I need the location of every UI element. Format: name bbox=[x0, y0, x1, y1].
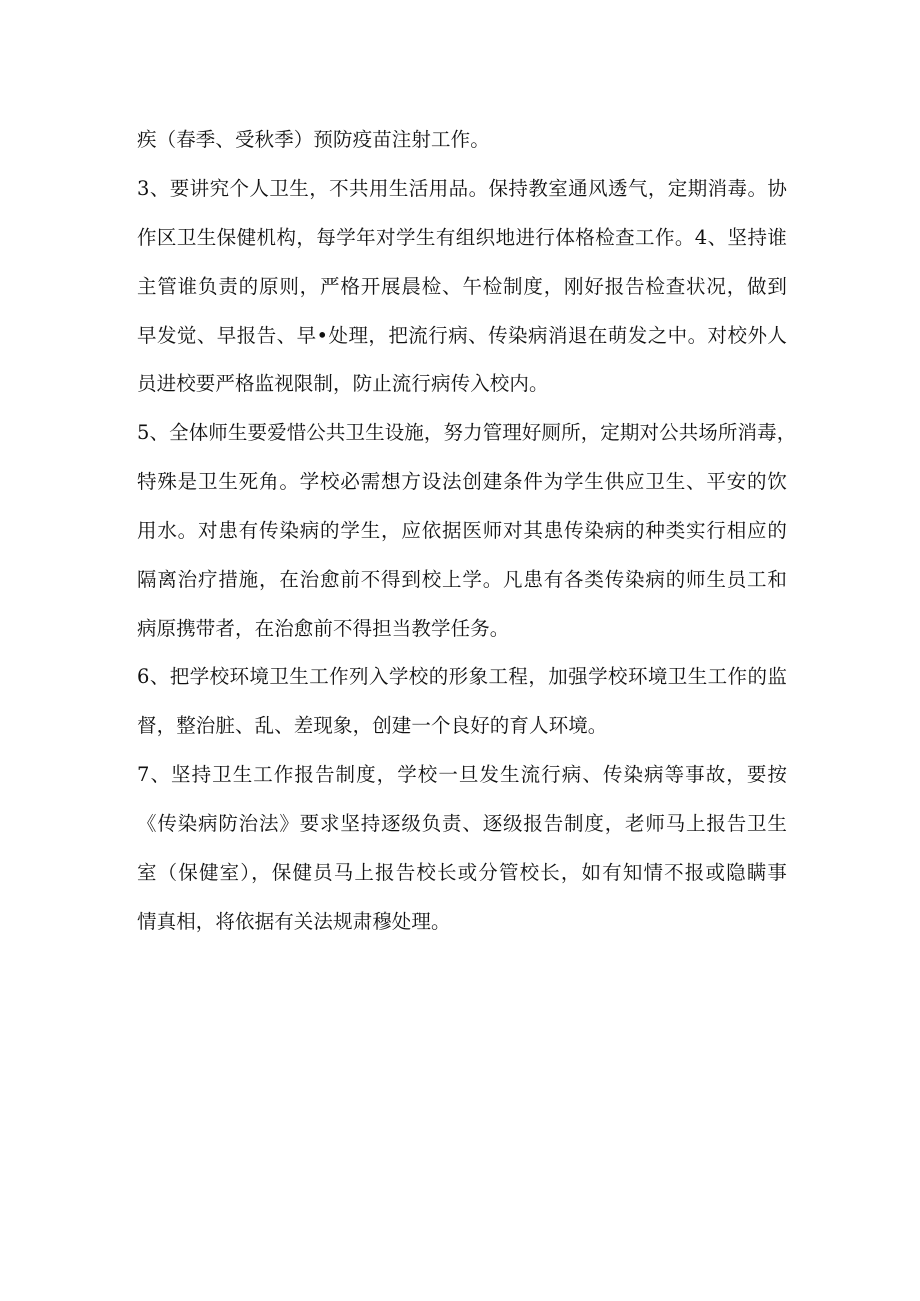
text-line: 5、全体师生要爱惜公共卫生设施，努力管理好厕所，定期对公共场所消毒， bbox=[137, 421, 797, 444]
text-line: 隔离治疗措施，在治愈前不得到校上学。凡患有各类传染病的师生员工和 bbox=[137, 568, 787, 591]
text-line: 督，整治脏、乱、差现象，创建一个良好的育人环境。 bbox=[137, 714, 608, 737]
text-line: 7、坚持卫生工作报告制度，学校一旦发生流行病、传染病等事故，要按 bbox=[137, 763, 787, 786]
text-line: 作区卫生保健机构，每学年对学生有组织地进行体格检查工作。4、坚持谁 bbox=[137, 226, 787, 249]
text-line: 员进校要严格监视限制，防止流行病传入校内。 bbox=[137, 372, 549, 395]
text-line: 主管谁负责的原则，严格开展晨检、午检制度，刚好报告检查状况，做到 bbox=[137, 275, 787, 298]
text-line: 3、要讲究个人卫生，不共用生活用品。保持教室通风透气，定期消毒。协 bbox=[137, 177, 787, 200]
text-line: 用水。对患有传染病的学生，应依据医师对其患传染病的种类实行相应的 bbox=[137, 519, 787, 542]
text-line: 6、把学校环境卫生工作列入学校的形象工程，加强学校环境卫生工作的监 bbox=[137, 665, 787, 688]
text-line: 室（保健室），保健员马上报告校长或分管校长，如有知情不报或隐瞒事 bbox=[137, 861, 787, 884]
text-line: 早发觉、早报告、早•处理，把流行病、传染病消退在萌发之中。对校外人 bbox=[137, 324, 787, 347]
text-line: 情真相，将依据有关法规肃穆处理。 bbox=[137, 910, 451, 933]
text-line: 病原携带者，在治愈前不得担当教学任务。 bbox=[137, 617, 510, 640]
text-line: 特殊是卫生死角。学校必需想方设法创建条件为学生供应卫生、平安的饮 bbox=[137, 470, 787, 493]
text-line: 疾（春季、受秋季）预防疫苗注射工作。 bbox=[137, 128, 490, 151]
text-line: 《传染病防治法》要求坚持逐级负责、逐级报告制度，老师马上报告卫生 bbox=[137, 812, 787, 835]
